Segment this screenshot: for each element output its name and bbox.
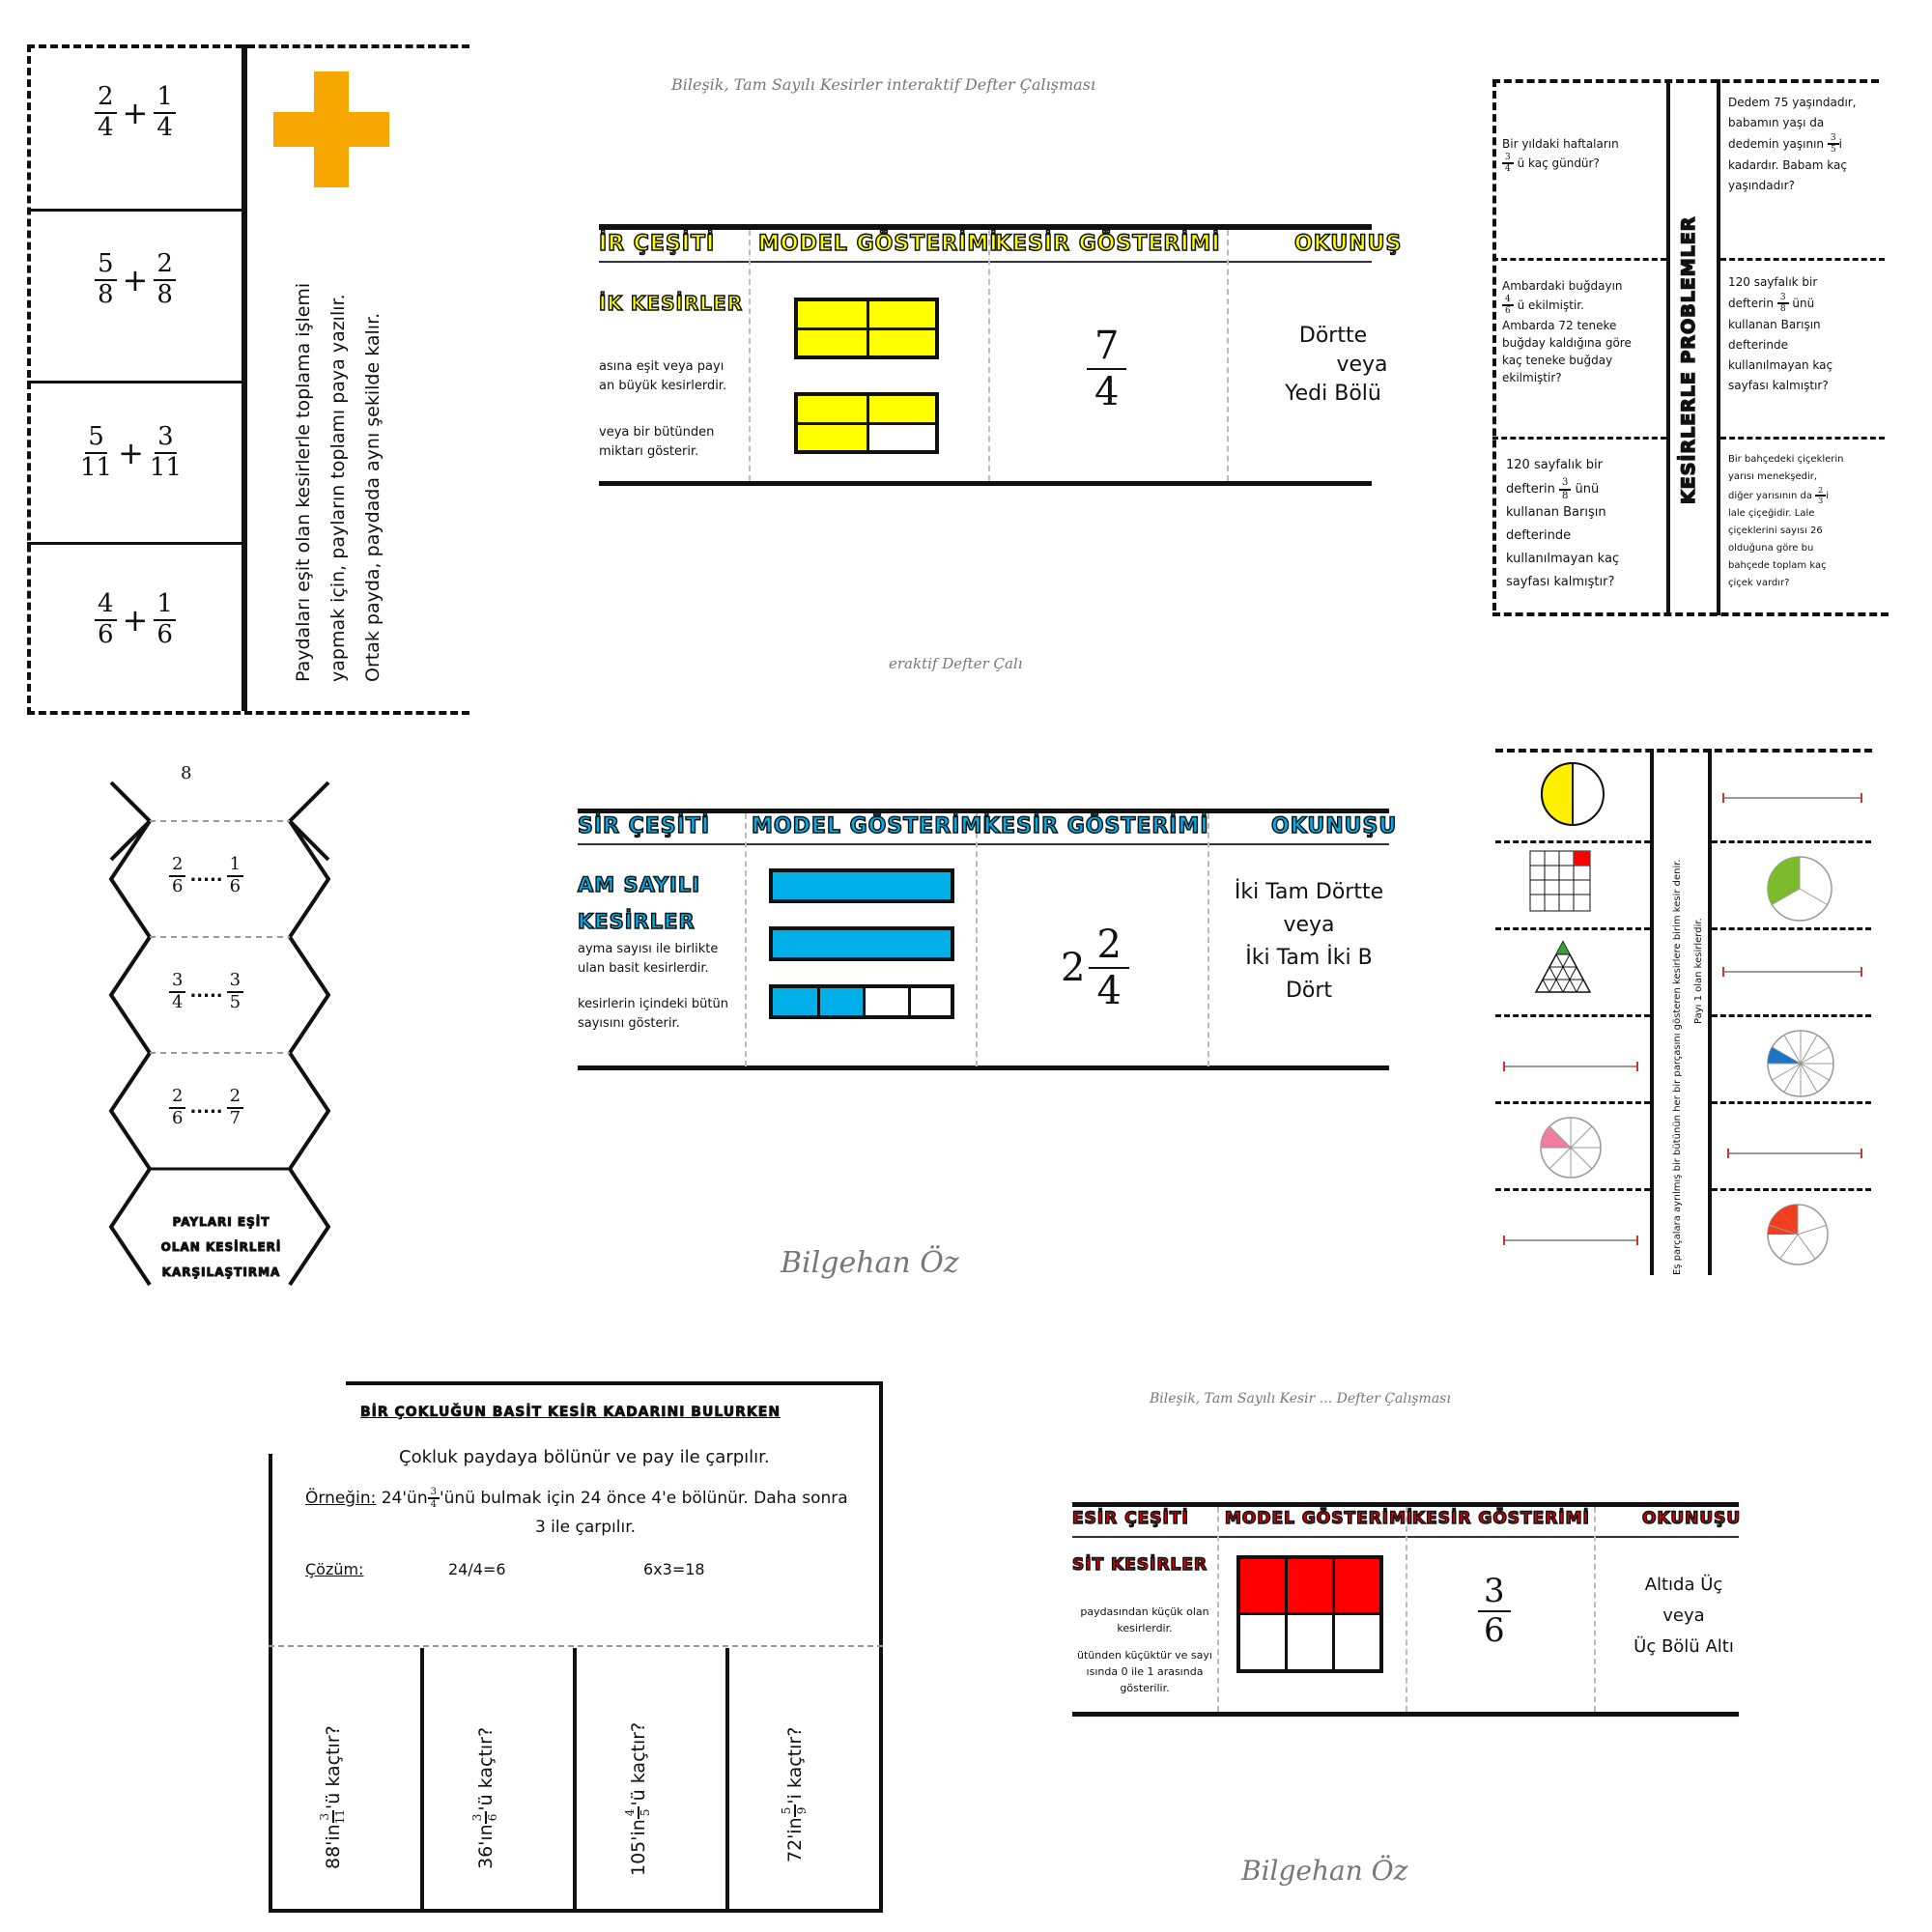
addition-item: $\frac{5}{11}$ + $\frac{3}{11}$ [80, 422, 182, 482]
example: Örneğin: 24'ün $\frac{3}{4}$ 'ünü bulmak için 24 önce 4'e bölünür. Daha sonra 3 ile çarpılır. [305, 1486, 848, 1537]
reading: İki Tam Dörtte veya İki Tam İki B Dört [1234, 880, 1384, 1003]
signature: Bilgehan Öz [1241, 1855, 1408, 1887]
mixed-fraction-panel: SİR ÇEŞİTİ MODEL GÖSTERİMİ KESİR GÖSTERİMİ OKUNUŞU AM SAYILI KESİRLER ayma sayısı ile birlikte ulan basit kesirlerdir. kesirlerin içindeki bütün sayısını gösterir. 2 $\frac{2}{4}$ İki Tam Dörtte veya İki Tam İki B Dört Bilgehan Öz [578, 797, 1389, 1299]
problem-card: 120 sayfalık bir defterin $\frac{3}{8}$ ünü kullanan Barışın defterinde kullanılmayan kaç sayfası kalmıştır? [1506, 458, 1620, 589]
mixed-fraction-display: 2 $\frac{2}{4}$ [1061, 923, 1129, 1013]
plus-icon [273, 71, 389, 187]
problem-card: Dedem 75 yaşındadır, babamın yaşı da dedemin yaşının $\frac{3}{5}$ i kadardır. Babam kaç yaşındadır? [1728, 96, 1857, 192]
unit-fraction-panel [1495, 749, 1877, 1290]
signature: Bilgehan Öz [781, 1246, 959, 1280]
proper-fraction-panel: Bileşik, Tam Sayılı Kesir ... Defter Çalışması ESİR ÇEŞİTİ MODEL GÖSTERİMİ KESİR GÖSTERİMİ OKUNUŞU SİT KESİRLER paydasından küçük olan kesirlerdir. ütünden küçüktür ve sayı ısında 0 ile 1 arasında gösterilir. $\frac{3}{6}$ Altıda Üç veya Üç Bölü Altı Bilgehan Öz [1072, 1391, 1739, 1918]
question-card: 72'in 5 9 'i kaçtır? [780, 1726, 809, 1862]
number-line [1503, 1065, 1638, 1067]
fraction-display: $\frac{3}{6}$ [1478, 1573, 1511, 1650]
model-part [769, 984, 954, 1019]
circle-thirds-green [1766, 855, 1833, 923]
compare-title: PAYLARI EŞİT OLAN KESİRLERİ KARŞILAŞTIRMA [160, 1215, 282, 1279]
half-circle-yellow [1539, 760, 1606, 828]
compare-pair: $\frac{2}{6}$ ..... $\frac{1}{6}$ [169, 855, 243, 896]
compare-panel: 8 $\frac{2}{6}$ ..... $\frac{1}{6}$ $\frac{3}{4}$ ..... $\frac{3}{5}$ $\frac{2}{6}$ ..... $\frac{2}{7}$ PAYLARI EŞİT OLAN KESİRLERİ KARŞILAŞTIRMA [92, 763, 343, 1304]
problem-card: Bir bahçedeki çiçeklerin yarısı menekşedir, diğer yarısının da $\frac{2}{3}$ i lale çiçeğidir. Lale çiçeklerini sayısı 26 olduğuna göre bu bahçede toplam kaç çiçek vardır? [1728, 454, 1844, 589]
model-whole [794, 298, 939, 359]
number-line [1722, 797, 1862, 799]
question-card: 105'in 4 5 'ü kaçtır? [623, 1721, 652, 1876]
problems-title: KESİRLERLE PROBLEMLER [1678, 215, 1699, 504]
number-line [1722, 971, 1862, 973]
model-whole [769, 868, 954, 903]
question-card: 36'ın 3 6 'ü kaçtır? [470, 1726, 499, 1869]
reading: Altıda Üç veya Üç Bölü Altı [1634, 1575, 1734, 1657]
compare-pair: $\frac{3}{4}$ ..... $\frac{3}{5}$ [169, 971, 243, 1012]
model-whole [769, 926, 954, 961]
circle-fifths-orange [1766, 1203, 1830, 1266]
quantity-panel: BİR ÇOKLUĞUN BASİT KESİR KADARINI BULURKEN Çokluk paydaya bölünür ve pay ile çarpılır. Örneğin: 24'ün $\frac{3}{4}$ 'ünü bulmak için 24 önce 4'e bölünür. Daha sonra 3 ile çarpılır. Çözüm: 24/4=6 6x3=18 88'in 3 11 'ü kaçtır? 36'ın 3 6 'ü kaçtır? 105'in 4 5 'ü kaçtır? 72'in 5 9 'i kaçtır? [269, 1381, 883, 1918]
addition-rule: Paydaları eşit olan kesirlerle toplama işlemi yapmak için, payların toplamı paya yazılır. Ortak payda, paydada aynı şekilde kalır. [293, 282, 384, 682]
triangle-green [1534, 940, 1592, 994]
improper-fraction-panel: Bileşik, Tam Sayılı Kesirler interaktif Defter Çalışması İR ÇEŞİTİ MODEL GÖSTERİMİ KESİR GÖSTERİMİ OKUNUŞ İK KESİRLER asına eşit veya payı an büyük kesirlerdir. veya bir bütünden miktarı gösterir. $\frac{7}{4}$ Dörtte veya Yedi Bölü eraktif Defter Çalı [599, 68, 1372, 696]
problems-panel [1492, 79, 1889, 620]
model-part [1236, 1555, 1383, 1673]
circle-eighths-pink [1539, 1116, 1603, 1179]
reading: Dörtte veya Yedi Bölü [1285, 324, 1388, 406]
question-card: 88'in 3 11 'ü kaçtır? [318, 1725, 347, 1869]
model-part [794, 392, 939, 454]
circle-twelfths-blue [1766, 1029, 1835, 1098]
addition-item: $\frac{2}{4}$ + $\frac{1}{4}$ [95, 83, 176, 143]
problem-card: Ambardaki buğdayın $\frac{4}{6}$ ü ekilmiştir. Ambarda 72 teneke buğday kaldığına göre kaç teneke buğday ekilmiştir? [1502, 279, 1632, 384]
number-line [1503, 1239, 1638, 1241]
problem-card: 120 sayfalık bir defterin $\frac{3}{8}$ ünü kullanan Barışın defterinde kullanılmayan kaç sayfası kalmıştır? [1728, 275, 1833, 392]
unit-fraction-definition: Eş parçalara ayrılmış bir bütünün her bir parçasını gösteren kesirlere birim kesir denir. Payı 1 olan kesirlerdir. [1672, 859, 1704, 1275]
addition-panel [27, 44, 457, 715]
addition-item: $\frac{5}{8}$ + $\frac{2}{8}$ [95, 250, 176, 310]
addition-item: $\frac{4}{6}$ + $\frac{1}{6}$ [95, 590, 176, 650]
quantity-title: BİR ÇOKLUĞUN BASİT KESİR KADARINI BULURKEN [360, 1405, 781, 1420]
number-line [1727, 1152, 1862, 1154]
header-script: Bileşik, Tam Sayılı Kesirler interaktif Defter Çalışması [671, 75, 1096, 94]
compare-pair: $\frac{2}{6}$ ..... $\frac{2}{7}$ [169, 1087, 243, 1128]
fraction-display: $\frac{7}{4}$ [1087, 324, 1126, 414]
problem-card: Bir yıldaki haftaların $\frac{3}{4}$ ü kaç gündür? [1502, 137, 1619, 175]
grid-square-red [1529, 850, 1591, 912]
